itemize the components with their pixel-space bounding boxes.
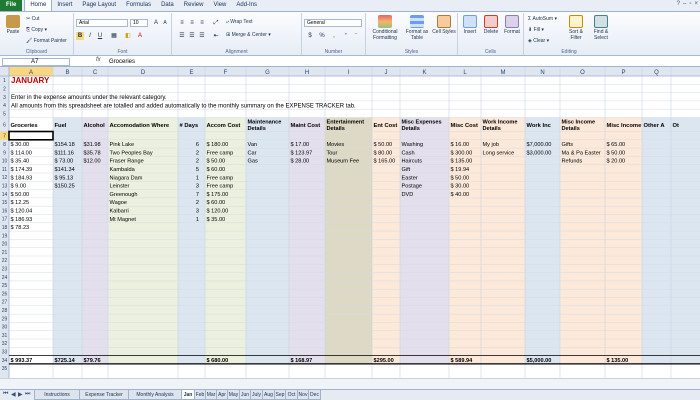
cell-e9[interactable]: 2 bbox=[195, 150, 199, 157]
cell-f9[interactable]: Free camp bbox=[206, 150, 234, 157]
cell-l12[interactable]: $ 50.00 bbox=[450, 175, 470, 182]
row-header-4[interactable]: 4 bbox=[3, 103, 6, 110]
cell-a13[interactable]: $ 9.00 bbox=[10, 183, 27, 190]
header-cell-d[interactable]: Accomodation Where bbox=[109, 123, 170, 129]
close-icon[interactable]: × bbox=[694, 1, 698, 7]
name-box[interactable]: A7 bbox=[2, 58, 70, 66]
cell-k11[interactable]: Gift bbox=[401, 167, 411, 173]
copy-button[interactable]: ⎘ Copy ▾ bbox=[26, 27, 47, 33]
header-cell-g[interactable]: Maintenance Details bbox=[247, 119, 282, 132]
cell-m8[interactable]: My job bbox=[482, 142, 499, 149]
header-cell-c[interactable]: Alcohol bbox=[83, 123, 105, 129]
row-header-15[interactable]: 15 bbox=[1, 200, 8, 207]
column-fill-e bbox=[178, 118, 205, 364]
total-cell-b[interactable]: $725.14 bbox=[54, 357, 75, 364]
italic-button[interactable]: I bbox=[89, 33, 91, 39]
ribbon-tab-page-layout[interactable]: Page Layout bbox=[82, 2, 117, 8]
cell-a17[interactable]: $ 186.93 bbox=[10, 216, 33, 223]
cell-b13[interactable]: $150.25 bbox=[54, 183, 75, 190]
cell-e8[interactable]: 6 bbox=[195, 142, 199, 149]
ribbon-tab-view[interactable]: View bbox=[213, 2, 227, 8]
instruction-line-1: Enter in the expense amounts under the relevant category. bbox=[11, 95, 167, 102]
clipboard-group-label: Clipboard bbox=[25, 49, 48, 55]
prev-sheet-icon[interactable]: ◀ bbox=[11, 392, 16, 398]
column-header-f[interactable]: F bbox=[223, 70, 228, 76]
cell-a11[interactable]: $ 174.39 bbox=[10, 167, 33, 173]
row-header-19[interactable]: 19 bbox=[1, 233, 8, 240]
insert-cells-button[interactable]: Insert bbox=[460, 15, 480, 35]
cell-f16[interactable]: $ 120.00 bbox=[206, 208, 229, 215]
row-header-31[interactable]: 31 bbox=[1, 332, 8, 339]
column-header-h[interactable]: H bbox=[304, 70, 310, 76]
cell-l8[interactable]: $ 16.00 bbox=[450, 142, 470, 149]
row-header-7[interactable]: 7 bbox=[3, 133, 6, 140]
cell-f15[interactable]: $ 60.00 bbox=[206, 200, 226, 207]
orientation-icon[interactable]: ⤢ bbox=[213, 20, 219, 26]
insert-cells-icon bbox=[463, 15, 477, 28]
format-as-table-button[interactable]: Format as Table bbox=[404, 15, 430, 41]
cell-h8[interactable]: $ 17.00 bbox=[290, 142, 310, 149]
cell-d9[interactable]: Two Peoples Bay bbox=[109, 150, 153, 157]
sheet-tab-bar bbox=[0, 389, 700, 400]
total-cell-c[interactable]: $79.76 bbox=[83, 357, 101, 364]
cell-h9[interactable]: $ 123.97 bbox=[290, 150, 313, 157]
total-cell-n[interactable]: $5,000.00 bbox=[526, 357, 552, 364]
cell-i9[interactable]: Tour bbox=[326, 150, 338, 157]
header-cell-h[interactable]: Maint Cost bbox=[290, 123, 321, 129]
column-header-l[interactable]: L bbox=[463, 70, 467, 76]
horizontal-scrollbar[interactable] bbox=[0, 378, 700, 389]
grow-font-icon[interactable]: A bbox=[153, 20, 158, 26]
cell-l10[interactable]: $ 135.00 bbox=[450, 158, 473, 165]
row-header-13[interactable]: 13 bbox=[1, 183, 8, 190]
sheet-tab-jun[interactable]: Jun bbox=[240, 392, 250, 398]
format-cells-button[interactable]: Format bbox=[502, 15, 522, 35]
row-header-34[interactable]: 34 bbox=[1, 357, 8, 364]
column-header-k[interactable]: K bbox=[422, 70, 427, 76]
cell-b8[interactable]: $154.18 bbox=[54, 142, 75, 149]
cell-k8[interactable]: Washing bbox=[401, 142, 424, 149]
cell-a18[interactable]: $ 78.23 bbox=[10, 225, 30, 232]
ribbon-tab-formulas[interactable]: Formulas bbox=[126, 2, 152, 8]
sort-filter-button[interactable]: Sort & Filter bbox=[564, 15, 588, 41]
cell-a9[interactable]: $ 114.00 bbox=[10, 150, 32, 157]
total-cell-l[interactable]: $ 589.94 bbox=[450, 357, 473, 364]
column-header-b[interactable]: B bbox=[65, 70, 70, 76]
column-header-j[interactable]: J bbox=[384, 70, 388, 76]
row-header-25[interactable]: 25 bbox=[1, 283, 8, 290]
sheet-tab-monthly-analysis[interactable]: Monthly Analysis bbox=[128, 390, 182, 400]
row-header-16[interactable]: 16 bbox=[1, 208, 8, 215]
ribbon-tabs bbox=[0, 0, 700, 12]
cell-o10[interactable]: Refunds bbox=[561, 158, 583, 165]
cell-e13[interactable]: 3 bbox=[195, 183, 199, 190]
cell-p8[interactable]: $ 65.00 bbox=[606, 142, 626, 149]
row-header-33[interactable]: 33 bbox=[1, 349, 8, 356]
header-cell-n[interactable]: Work Inc bbox=[526, 123, 551, 129]
currency-button[interactable]: $ bbox=[308, 33, 312, 39]
row-header-20[interactable]: 20 bbox=[1, 241, 8, 248]
align-top-icon[interactable]: ≡ bbox=[180, 20, 184, 26]
cell-e16[interactable]: 3 bbox=[195, 208, 199, 215]
cell-n8[interactable]: $7,000.00 bbox=[526, 142, 552, 149]
font-size-select[interactable]: 10 bbox=[130, 19, 148, 27]
header-cell-f[interactable]: Accom Cost bbox=[206, 123, 241, 129]
editing-group-label: Editing bbox=[561, 49, 577, 55]
header-cell-l[interactable]: Misc Cost bbox=[450, 123, 478, 129]
cell-d13[interactable]: Leinster bbox=[109, 183, 130, 190]
column-fill-r bbox=[671, 118, 700, 364]
row-header-5[interactable]: 5 bbox=[3, 111, 6, 118]
alignment-group-label: Alignment bbox=[225, 49, 248, 55]
row-header-23[interactable]: 23 bbox=[1, 266, 8, 273]
header-cell-m[interactable]: Work Income Details bbox=[482, 119, 518, 132]
font-color-icon[interactable]: A bbox=[137, 33, 142, 39]
row-header-32[interactable]: 32 bbox=[1, 341, 8, 348]
cell-d10[interactable]: Fraser Range bbox=[109, 158, 144, 165]
header-cell-e[interactable]: # Days bbox=[179, 123, 199, 129]
window-controls bbox=[677, 1, 698, 7]
cell-e10[interactable]: 2 bbox=[195, 158, 199, 165]
row-header-27[interactable]: 27 bbox=[1, 299, 8, 306]
sort-filter-icon bbox=[569, 15, 583, 28]
cell-a8[interactable]: $ 30.00 bbox=[10, 142, 30, 149]
format-table-icon bbox=[410, 15, 424, 28]
ribbon-home bbox=[0, 12, 700, 56]
sheet-tab-jan[interactable]: Jan bbox=[181, 390, 195, 400]
row-header-14[interactable]: 14 bbox=[1, 191, 8, 198]
cell-b9[interactable]: $111.16 bbox=[54, 150, 74, 157]
cell-o8[interactable]: Gifts bbox=[561, 142, 573, 149]
bold-button[interactable]: B bbox=[77, 33, 83, 39]
total-cell-f[interactable]: $ 680.00 bbox=[206, 357, 229, 364]
ribbon-tab-add-ins[interactable]: Add-Ins bbox=[236, 2, 258, 8]
row-header-8[interactable]: 8 bbox=[3, 141, 6, 148]
paste-button[interactable]: Paste bbox=[2, 15, 24, 35]
sheet-tab-sep[interactable]: Sep bbox=[275, 392, 285, 398]
header-cell-j[interactable]: Ent Cost bbox=[373, 123, 398, 129]
cell-d17[interactable]: Mt Magnet bbox=[109, 216, 136, 223]
cell-e12[interactable]: 1 bbox=[195, 175, 199, 182]
cut-button[interactable]: ✂ Cut bbox=[26, 16, 40, 22]
row-header-30[interactable]: 30 bbox=[1, 324, 8, 331]
formula-bar bbox=[0, 57, 700, 67]
clear-button[interactable]: ◈ Clear ▾ bbox=[528, 38, 550, 44]
decrease-decimal-icon[interactable]: ⁻ bbox=[354, 33, 358, 39]
number-group bbox=[302, 13, 366, 55]
column-header-a[interactable]: A bbox=[28, 70, 34, 76]
row-header-10[interactable]: 10 bbox=[1, 158, 8, 165]
cell-k14[interactable]: DVD bbox=[401, 191, 414, 198]
row-header-3[interactable]: 3 bbox=[3, 94, 6, 101]
fx-icon[interactable]: fx bbox=[96, 57, 101, 63]
column-header-p[interactable]: P bbox=[621, 70, 626, 76]
row-header-6[interactable]: 6 bbox=[3, 122, 6, 129]
autosum-button[interactable]: Σ AutoSum ▾ bbox=[528, 16, 557, 22]
conditional-formatting-button[interactable]: Conditional Formatting bbox=[368, 15, 402, 41]
sheet-tab-nov[interactable]: Nov bbox=[298, 392, 308, 398]
number-format-select[interactable]: General bbox=[304, 19, 362, 27]
cell-i8[interactable]: Movies bbox=[326, 142, 345, 149]
sheet-tab-dec[interactable]: Dec bbox=[308, 390, 321, 400]
sheet-tab-oct[interactable]: Oct bbox=[285, 390, 298, 400]
row-header-2[interactable]: 2 bbox=[3, 86, 6, 93]
ribbon-tab-review[interactable]: Review bbox=[183, 2, 204, 8]
column-header-o[interactable]: O bbox=[580, 70, 585, 76]
cell-h10[interactable]: $ 28.00 bbox=[290, 158, 310, 165]
cell-f11[interactable]: $ 60.00 bbox=[206, 167, 226, 173]
total-cell-a[interactable]: $ 993.37 bbox=[10, 357, 33, 364]
header-cell-o[interactable]: Misc Income Details bbox=[561, 119, 596, 132]
ribbon-tab-insert[interactable]: Insert bbox=[57, 2, 73, 8]
cell-c8[interactable]: $31.98 bbox=[83, 142, 101, 149]
column-header-c[interactable]: C bbox=[92, 70, 98, 76]
row-header-11[interactable]: 11 bbox=[1, 166, 8, 173]
cell-b12[interactable]: $ 95.13 bbox=[54, 175, 74, 182]
column-header-m[interactable]: M bbox=[500, 70, 506, 76]
cells-group bbox=[458, 13, 524, 55]
sheet-tab-aug[interactable]: Aug bbox=[262, 390, 275, 400]
cell-c10[interactable]: $12.00 bbox=[83, 158, 101, 165]
row-header-18[interactable]: 18 bbox=[1, 224, 8, 231]
row-header-9[interactable]: 9 bbox=[3, 150, 6, 157]
cell-d8[interactable]: Pink Lake bbox=[109, 142, 135, 149]
cell-k9[interactable]: Cash bbox=[401, 150, 415, 157]
cell-l9[interactable]: $ 300.00 bbox=[450, 150, 473, 157]
increase-decimal-icon[interactable]: ⁺ bbox=[344, 33, 348, 39]
sheet-title: JANUARY bbox=[11, 76, 50, 85]
row-header-24[interactable]: 24 bbox=[1, 274, 8, 281]
row-header-35[interactable]: 35 bbox=[1, 366, 8, 373]
cell-j10[interactable]: $ 165.00 bbox=[373, 158, 396, 165]
cell-l11[interactable]: $ 19.94 bbox=[450, 167, 470, 173]
underline-button[interactable]: U bbox=[97, 33, 103, 39]
conditional-formatting-icon bbox=[378, 15, 392, 28]
first-sheet-icon[interactable]: ⏮ bbox=[3, 391, 9, 397]
header-cell-q[interactable]: Other A bbox=[643, 123, 665, 129]
cell-a10[interactable]: $ 35.40 bbox=[10, 158, 30, 165]
cell-f12[interactable]: Free camp bbox=[206, 175, 234, 182]
paste-icon bbox=[6, 15, 20, 28]
sheet-tab-mar[interactable]: Mar bbox=[206, 392, 216, 398]
spreadsheet-grid[interactable] bbox=[0, 67, 700, 378]
total-cell-j[interactable]: $295.00 bbox=[373, 357, 394, 364]
borders-icon[interactable]: ▦ bbox=[111, 33, 117, 39]
last-sheet-icon[interactable]: ⏭ bbox=[25, 391, 31, 397]
cell-d14[interactable]: Greenough bbox=[109, 191, 138, 198]
minimize-ribbon-icon[interactable]: – bbox=[683, 1, 687, 7]
ribbon-tab-file[interactable]: File bbox=[0, 0, 22, 11]
sheet-tab-apr[interactable]: Apr bbox=[216, 390, 228, 400]
formula-input[interactable]: Groceries bbox=[109, 59, 136, 65]
comma-button[interactable]: , bbox=[333, 33, 335, 39]
alignment-group bbox=[172, 13, 302, 55]
grid-canvas[interactable] bbox=[0, 67, 700, 378]
sheet-tab-feb[interactable]: Feb bbox=[195, 392, 205, 398]
header-cell-i[interactable]: Entertainment Details bbox=[326, 119, 365, 132]
editing-group bbox=[524, 13, 614, 55]
instruction-line-2: All amounts from this spreadsheet are totalled and added automatically to the monthly summary on the EXPENSE TRACKER tab. bbox=[11, 103, 356, 110]
row-header-22[interactable]: 22 bbox=[1, 258, 8, 265]
sheet-tab-may[interactable]: May bbox=[228, 392, 239, 398]
cells-group-label: Cells bbox=[484, 49, 497, 55]
cell-i10[interactable]: Museum Fee bbox=[326, 158, 360, 165]
cell-d12[interactable]: Niagara Dam bbox=[109, 175, 143, 182]
ribbon-tab-home[interactable]: Home bbox=[24, 0, 52, 11]
cell-a12[interactable]: $ 184.93 bbox=[10, 175, 33, 182]
header-cell-a[interactable]: Groceries bbox=[10, 123, 38, 129]
column-fill-q bbox=[642, 118, 671, 364]
column-header-e[interactable]: E bbox=[189, 70, 194, 76]
column-header-n[interactable]: N bbox=[540, 70, 545, 76]
cell-b11[interactable]: $141.34 bbox=[54, 167, 75, 173]
sheet-tab-instructions[interactable]: Instructions bbox=[34, 390, 80, 400]
cell-k10[interactable]: Haircuts bbox=[401, 158, 423, 165]
cell-e15[interactable]: 2 bbox=[195, 200, 199, 207]
binoculars-icon bbox=[594, 15, 608, 28]
sheet-tab-july[interactable]: July bbox=[250, 390, 263, 400]
cell-f14[interactable]: $ 175.00 bbox=[206, 191, 229, 198]
align-bottom-icon[interactable]: ≡ bbox=[200, 20, 204, 26]
fill-color-icon[interactable]: ◧ bbox=[125, 33, 131, 39]
column-header-g[interactable]: G bbox=[265, 70, 270, 76]
align-center-icon[interactable]: ☰ bbox=[189, 33, 195, 39]
row-header-29[interactable]: 29 bbox=[1, 316, 8, 323]
cell-l14[interactable]: $ 40.00 bbox=[450, 191, 470, 198]
cell-f13[interactable]: Free camp bbox=[206, 183, 234, 190]
next-sheet-icon[interactable]: ▶ bbox=[18, 392, 23, 398]
cell-e14[interactable]: 7 bbox=[195, 191, 199, 198]
header-cell-r[interactable]: Ot bbox=[672, 123, 679, 129]
cell-m9[interactable]: Long service bbox=[482, 150, 515, 157]
ribbon-tab-data[interactable]: Data bbox=[161, 2, 174, 8]
number-group-label: Number bbox=[324, 49, 343, 55]
indent-icon[interactable]: ⇤ bbox=[213, 33, 219, 39]
row-header-12[interactable]: 12 bbox=[1, 175, 8, 182]
delete-cells-icon bbox=[484, 15, 498, 28]
cell-styles-button[interactable]: Cell Styles bbox=[432, 15, 456, 35]
total-cell-p[interactable]: $ 135.00 bbox=[606, 357, 629, 364]
header-cell-p[interactable]: Misc Income bbox=[606, 123, 642, 129]
total-cell-h[interactable]: $ 168.97 bbox=[290, 357, 313, 364]
cell-g8[interactable]: Van bbox=[247, 142, 258, 149]
find-select-button[interactable]: Find & Select bbox=[589, 15, 613, 41]
row-header-17[interactable]: 17 bbox=[1, 216, 8, 223]
styles-group-label: Styles bbox=[404, 49, 419, 55]
cell-styles-icon bbox=[437, 15, 451, 28]
font-name-select[interactable]: Arial bbox=[76, 19, 128, 27]
cell-p10[interactable]: $ 20.00 bbox=[606, 158, 626, 165]
align-right-icon[interactable]: ☰ bbox=[199, 33, 205, 39]
shrink-font-icon[interactable]: A bbox=[163, 20, 167, 26]
cell-g10[interactable]: Gas bbox=[247, 158, 258, 165]
cell-a15[interactable]: $ 12.25 bbox=[10, 200, 30, 207]
row-header-21[interactable]: 21 bbox=[1, 249, 8, 256]
cell-j9[interactable]: $ 80.00 bbox=[373, 150, 393, 157]
cell-j8[interactable]: $ 50.00 bbox=[373, 142, 393, 149]
align-middle-icon[interactable]: ≡ bbox=[190, 20, 194, 26]
format-cells-icon bbox=[505, 15, 519, 28]
delete-cells-button[interactable]: Delete bbox=[481, 15, 501, 35]
font-group bbox=[74, 13, 172, 55]
fill-button[interactable]: ⬇ Fill ▾ bbox=[528, 27, 544, 33]
cell-l13[interactable]: $ 30.00 bbox=[450, 183, 470, 190]
header-cell-k[interactable]: Misc Expenses Details bbox=[401, 119, 442, 132]
wrap-text-button[interactable]: ⤶ Wrap Text bbox=[226, 19, 253, 25]
row-header-28[interactable]: 28 bbox=[1, 307, 8, 314]
row-header-26[interactable]: 26 bbox=[1, 291, 8, 298]
cell-d16[interactable]: Kalbarri bbox=[109, 208, 129, 215]
merge-center-button[interactable]: ⊞ Merge & Center ▾ bbox=[226, 32, 271, 38]
font-group-label: Font bbox=[117, 49, 128, 55]
row-header-1[interactable]: 1 bbox=[3, 78, 6, 85]
cell-d15[interactable]: Wagoe bbox=[109, 200, 128, 207]
header-cell-b[interactable]: Fuel bbox=[54, 123, 67, 129]
cell-e17[interactable]: 1 bbox=[195, 216, 199, 223]
align-left-icon[interactable]: ☰ bbox=[179, 33, 185, 39]
cell-a14[interactable]: $ 50.00 bbox=[10, 191, 30, 198]
cell-o9[interactable]: Ma & Pa Easter bbox=[561, 150, 601, 157]
cell-k13[interactable]: Postage bbox=[401, 183, 423, 190]
cell-a16[interactable]: $ 120.04 bbox=[10, 208, 33, 215]
column-header-bar bbox=[0, 67, 700, 76]
clipboard-group bbox=[0, 13, 74, 55]
restore-icon[interactable]: ▫ bbox=[689, 1, 692, 7]
cell-b10[interactable]: $ 73.00 bbox=[54, 158, 74, 165]
cell-k12[interactable]: Easter bbox=[401, 175, 418, 182]
cell-f10[interactable]: $ 50.00 bbox=[206, 158, 226, 165]
cell-f17[interactable]: $ 35.00 bbox=[206, 216, 226, 223]
cell-g9[interactable]: Car bbox=[247, 150, 257, 157]
column-header-q[interactable]: Q bbox=[654, 70, 659, 76]
cell-f8[interactable]: $ 180.00 bbox=[206, 142, 229, 149]
percent-button[interactable]: % bbox=[319, 33, 325, 39]
cell-n9[interactable]: $3,000.00 bbox=[526, 150, 552, 157]
cell-d11[interactable]: Kambalda bbox=[109, 167, 135, 173]
styles-group bbox=[366, 13, 458, 55]
cell-c9[interactable]: $35.78 bbox=[83, 150, 101, 157]
sheet-tab-expense-tracker[interactable]: Expense Tracker bbox=[79, 390, 129, 400]
cell-p9[interactable]: $ 50.00 bbox=[606, 150, 626, 157]
cell-e11[interactable]: 5 bbox=[195, 167, 199, 173]
help-icon[interactable]: ? bbox=[676, 1, 680, 7]
column-header-i[interactable]: I bbox=[347, 70, 350, 76]
format-painter-button[interactable]: 🖌 Format Painter bbox=[26, 38, 67, 44]
column-header-d[interactable]: D bbox=[140, 70, 146, 76]
